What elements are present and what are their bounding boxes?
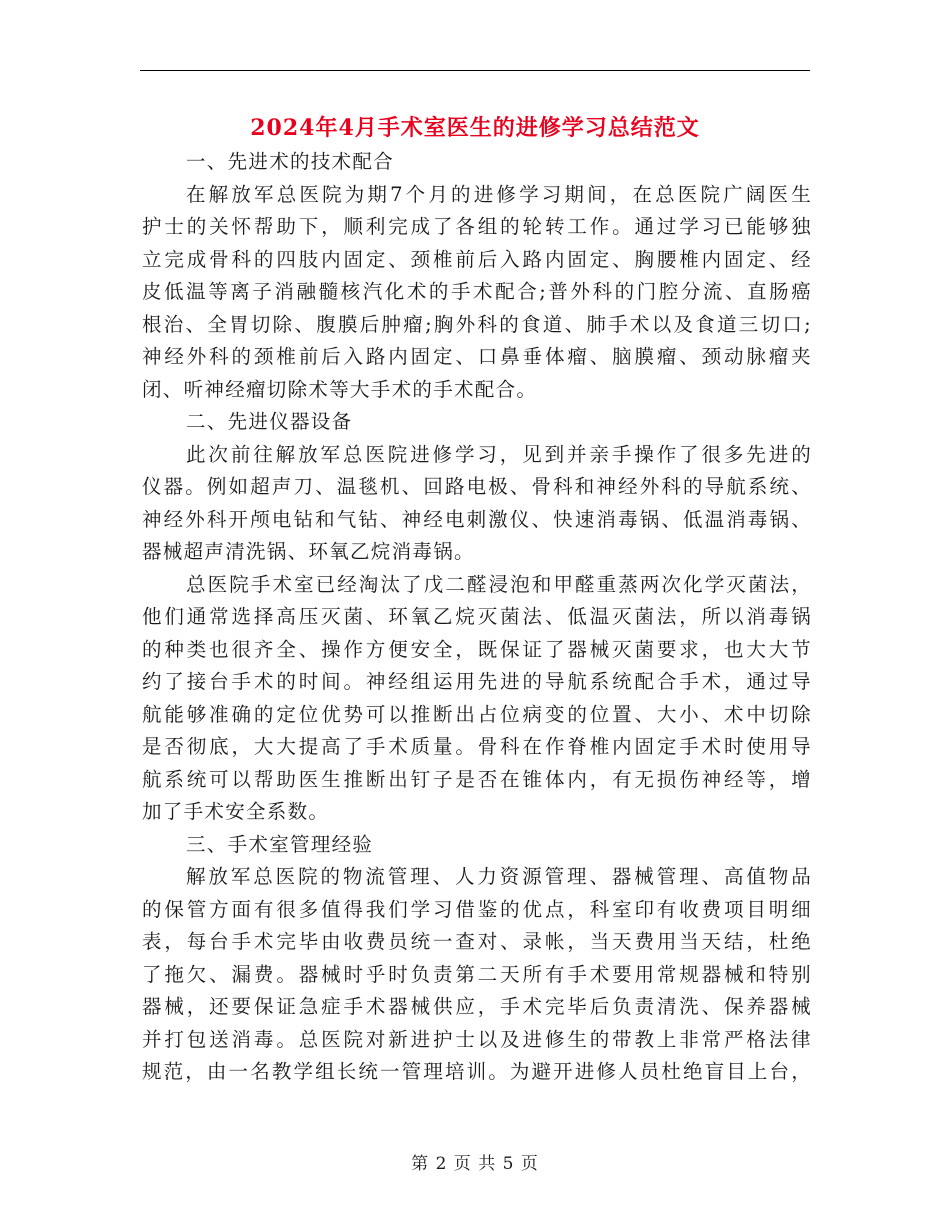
header-rule [140,70,810,71]
body-line: 神经外科开颅电钻和气钻、神经电刺激仪、快速消毒锅、低温消毒锅、 [142,507,812,531]
body-line: 规范，由一名教学组长统一管理培训。为避开进修人员杜绝盲目上台， [142,1060,812,1083]
body-line: 皮低温等离子消融髓核汽化术的手术配合;普外科的门腔分流、直肠癌 [142,280,812,303]
body-line: 一、先进术的技术配合 [186,150,395,173]
body-line: 仪器。例如超声刀、温毯机、回路电极、骨科和神经外科的导航系统、 [142,475,812,498]
body-line: 的种类也很齐全、操作方便安全，既保证了器械灭菌要求，也大大节 [142,637,812,661]
body-line: 护士的关怀帮助下，顺利完成了各组的轮转工作。通过学习已能够独 [142,215,812,238]
body-line: 器械超声清洗锅、环氧乙烷消毒锅。 [142,540,475,563]
body-line: 是否彻底，大大提高了手术质量。骨科在作脊椎内固定手术时使用导 [142,735,812,758]
body-line: 二、先进仪器设备 [186,410,353,433]
body-line: 总医院手术室已经淘汰了戊二醛浸泡和甲醛重蒸两次化学灭菌法， [186,572,812,596]
body-line: 了拖欠、漏费。器械时乎时负责第二天所有手术要用常规器械和特别 [142,962,812,986]
document-title: 2024年4月手术室医生的进修学习总结范文 [250,115,700,141]
body-line: 约了接台手术的时间。神经组运用先进的导航系统配合手术，通过导 [142,670,812,693]
body-line: 神经外科的颈椎前后入路内固定、口鼻垂体瘤、脑膜瘤、颈动脉瘤夹 [142,345,812,368]
document-body [142,146,812,1089]
body-line: 闭、听神经瘤切除术等大手术的手术配合。 [142,377,538,401]
body-line: 并打包送消毒。总医院对新进护士以及进修生的带教上非常严格法律 [142,1027,812,1051]
body-line: 航能够准确的定位优势可以推断出占位病变的位置、大小、术中切除 [142,702,812,726]
body-line: 根治、全胃切除、腹膜后肿瘤;胸外科的食道、肺手术以及食道三切口; [142,312,812,336]
body-line: 表，每台手术完毕由收费员统一查对、录帐，当天费用当天结，杜绝 [142,930,812,953]
body-line: 加了手术安全系数。 [142,800,330,823]
body-line: 他们通常选择高压灭菌、环氧乙烷灭菌法、低温灭菌法，所以消毒锅 [142,605,812,628]
body-line: 三、手术室管理经验 [186,832,374,856]
body-line: 的保管方面有很多值得我们学习借鉴的优点，科室印有收费项目明细 [142,897,812,921]
body-line: 在解放军总医院为期7个月的进修学习期间，在总医院广阔医生 [186,182,812,206]
body-line: 立完成骨科的四肢内固定、颈椎前后入路内固定、胸腰椎内固定、经 [142,247,812,271]
body-line: 航系统可以帮助医生推断出钉子是否在锥体内，有无损伤神经等，增 [142,767,812,791]
body-line: 器械，还要保证急症手术器械供应，手术完毕后负责清洗、保养器械 [142,995,812,1018]
page-number-footer: 第 2 页 共 5 页 [411,1154,539,1174]
body-line: 此次前往解放军总医院进修学习，见到并亲手操作了很多先进的 [186,442,812,466]
body-line: 解放军总医院的物流管理、人力资源管理、器械管理、高值物品 [186,865,812,888]
